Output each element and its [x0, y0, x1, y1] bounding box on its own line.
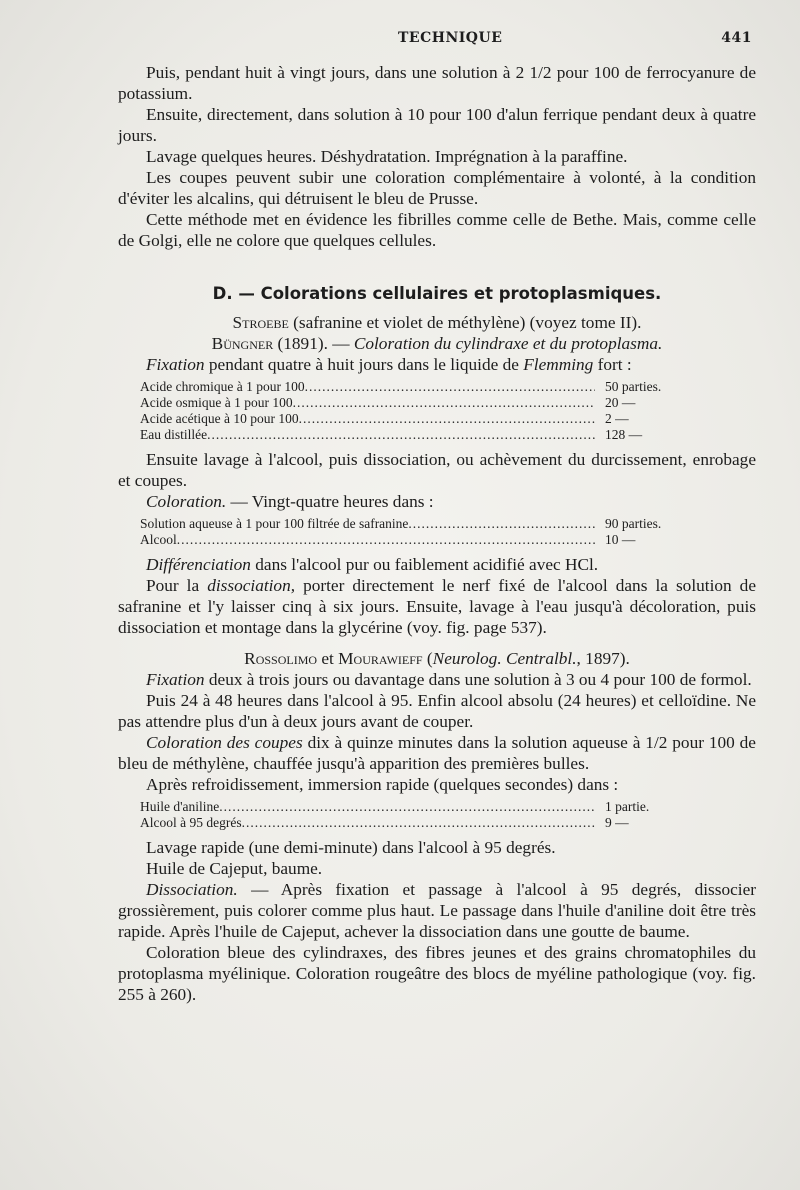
ingredient: Acide chromique à 1 pour 100 [140, 379, 305, 394]
text-run: dans l'alcool pur ou faiblement acidifié avec HCl. [250, 555, 599, 574]
running-title: TECHNIQUE [398, 30, 503, 46]
paragraph: Huile de Cajeput, baume. [146, 859, 323, 878]
author-name: Büngner [211, 334, 274, 353]
recipe-row [140, 815, 700, 831]
recipe-table [140, 379, 700, 443]
paragraph: Lavage rapide (une demi-minute) dans l'alcool à 95 degrés. [146, 838, 556, 857]
author-name: Mourawieff [338, 649, 423, 668]
text-run: et [317, 649, 339, 668]
dot-leader [305, 379, 595, 395]
recipe-table [140, 799, 700, 831]
fixation-paragraph [118, 354, 756, 375]
paragraph: Les coupes peuvent subir une coloration complémentaire à volonté, à la condition d'éviter les alcalins, qui détruisent le bleu de Prusse. [118, 168, 756, 208]
italic-term: Coloration des coupes [146, 733, 303, 752]
paragraph: Puis 24 à 48 heures dans l'alcool à 95. Enfin alcool absolu (24 heures) et celloïdine. Ne pas attendre plus d'un à deux jours avant de couper. [118, 691, 756, 731]
method-title: Coloration du cylindraxe et du protoplasma. [353, 334, 663, 353]
ingredient: Huile d'aniline [140, 799, 220, 814]
quantity: 20 — [605, 395, 636, 410]
author-name: Stroebe [232, 313, 289, 332]
recipe-row [140, 395, 700, 411]
author-name: Rossolimo [244, 649, 318, 668]
paragraph: Après refroidissement, immersion rapide (quelques secondes) dans : [146, 775, 619, 794]
ingredient: Eau distillée [140, 427, 208, 442]
italic-term: Différenciation [146, 555, 251, 574]
dot-leader [242, 815, 595, 831]
coloration-paragraph [118, 491, 756, 512]
paragraph: Lavage quelques heures. Déshydratation. Imprégnation à la paraffine. [146, 147, 628, 166]
text-run: dix à quinze minutes dans la solution aqueuse à 1/2 pour 100 de bleu de méthylène, chauffée jusqu'à apparition des premières bulles. [118, 733, 756, 773]
recipe-table [140, 516, 700, 548]
recipe-row [140, 799, 700, 815]
recipe-row [140, 427, 700, 443]
rossolimo-line [118, 648, 756, 669]
dissociation-paragraph [118, 575, 756, 638]
italic-term: Flemming [523, 355, 594, 374]
paragraph: Puis, pendant huit à vingt jours, dans une solution à 2 1/2 pour 100 de ferrocyanure de potassium. [118, 63, 756, 103]
text-run: — Vingt-quatre heures dans : [226, 492, 434, 511]
italic-term: Coloration. [146, 492, 227, 511]
stroebe-line [118, 312, 756, 333]
paragraph: Coloration bleue des cylindraxes, des fibres jeunes et des grains chromatophiles du protoplasma myélinique. Coloration rougeâtre des blocs de myéline pathologique (voy. fig. 255 à 260). [118, 943, 756, 1004]
paragraph: Cette méthode met en évidence les fibrilles comme celle de Bethe. Mais, comme celle de Golgi, elle ne colore que quelques cellules. [118, 210, 756, 250]
quantity: 9 — [605, 815, 629, 830]
ingredient: Acide osmique à 1 pour 100 [140, 395, 293, 410]
text-run: , 1897). [576, 649, 630, 668]
dot-leader [177, 532, 595, 548]
recipe-row [140, 411, 700, 427]
paragraph: Ensuite lavage à l'alcool, puis dissociation, ou achèvement du durcissement, enrobage et coupes. [118, 450, 756, 490]
ingredient: Alcool [140, 532, 177, 547]
italic-term: Dissociation. [146, 880, 238, 899]
quantity: 90 parties. [605, 516, 662, 531]
recipe-row [140, 516, 700, 532]
italic-term: Fixation [146, 355, 205, 374]
journal-title: Neurolog. Centralbl. [432, 649, 577, 668]
italic-term: Fixation [146, 670, 205, 689]
quantity: 128 — [605, 427, 643, 442]
dot-leader [408, 516, 595, 532]
page-number: 441 [721, 30, 752, 46]
italic-term: dissociation, [207, 576, 296, 595]
text-run: fort : [593, 355, 632, 374]
text-run: — Après fixation et passage à l'alcool à 95 degrés, dissocier grossièrement, puis colorer comme plus haut. Le passage dans l'huile d'aniline doit être très rapide. Après l'huile de Cajeput, achever la dissociation dans une goutte de baume. [118, 880, 756, 941]
text-run: pendant quatre à huit jours dans le liquide de [204, 355, 524, 374]
ingredient: Solution aqueuse à 1 pour 100 filtrée de safranine [140, 516, 409, 531]
dot-leader [207, 427, 595, 443]
ingredient: Acide acétique à 10 pour 100 [140, 411, 299, 426]
dissociation-paragraph [118, 879, 756, 942]
ingredient: Alcool à 95 degrés [140, 815, 242, 830]
running-header [118, 30, 758, 52]
recipe-row [140, 532, 700, 548]
quantity: 10 — [605, 532, 636, 547]
dot-leader [219, 799, 595, 815]
text-run: porter directement le nerf fixé de l'alcool dans la solution de safranine et l'y laisser cinq à six jours. Ensuite, lavage à l'eau jusqu'à décoloration, puis dissociation et montage dans la glycérine (voy. fig. page 537). [118, 576, 756, 637]
section-title: D. — Colorations cellulaires et protoplasmiques. [212, 284, 662, 303]
quantity: 1 partie. [605, 799, 650, 814]
differenciation-paragraph [118, 554, 756, 575]
text-run: Pour la [146, 576, 208, 595]
bungner-line [118, 333, 756, 354]
page-body [118, 62, 756, 1005]
text-run: ( [422, 649, 433, 668]
stroebe-text: (safranine et violet de méthylène) (voyez tome II). [288, 313, 642, 332]
text-run: deux à trois jours ou davantage dans une solution à 3 ou 4 pour 100 de formol. [204, 670, 752, 689]
quantity: 50 parties. [605, 379, 662, 394]
dot-leader [299, 411, 595, 427]
quantity: 2 — [605, 411, 629, 426]
coloration-paragraph [118, 732, 756, 774]
dot-leader [293, 395, 595, 411]
year: (1891). — [273, 334, 354, 353]
recipe-row [140, 379, 700, 395]
paragraph: Ensuite, directement, dans solution à 10 pour 100 d'alun ferrique pendant deux à quatre jours. [118, 105, 756, 145]
fixation-paragraph [118, 669, 756, 690]
